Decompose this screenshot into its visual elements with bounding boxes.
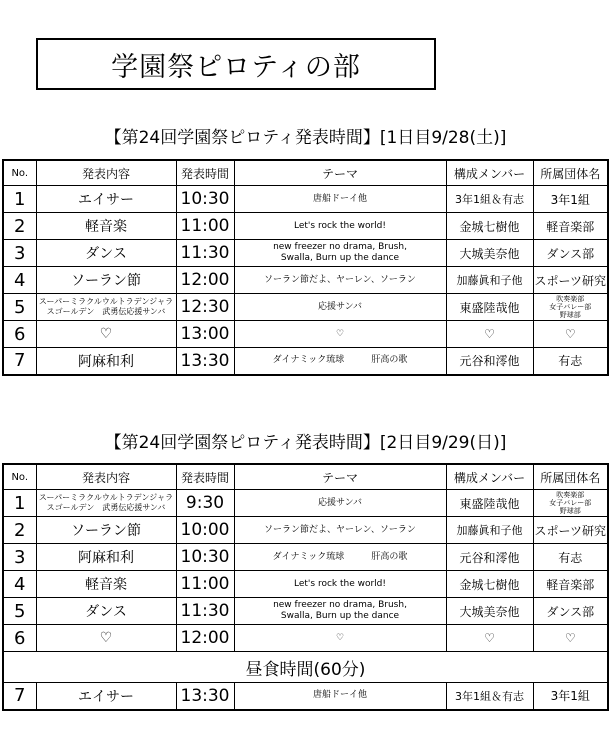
header-group: 所属団体名	[533, 160, 608, 186]
cell-theme: Let's rock the world!	[234, 213, 446, 240]
lunch-row	[3, 652, 608, 683]
cell-members: 金城七樹他	[446, 213, 533, 240]
cell-theme: ダイナミック琉球 肝高の歌	[234, 544, 446, 571]
cell-group: ♡	[533, 625, 608, 652]
table-header-row	[3, 160, 608, 186]
cell-no: 2	[3, 213, 36, 240]
table-row	[3, 186, 608, 213]
cell-time: 13:30	[176, 683, 234, 710]
table-row	[3, 625, 608, 652]
cell-content: スーパーミラクルウルトラデンジャラ スゴールデン 武勇伝応援サンバ	[36, 294, 176, 321]
header-members: 構成メンバー	[446, 464, 533, 490]
cell-time: 12:00	[176, 267, 234, 294]
cell-content: エイサー	[36, 186, 176, 213]
cell-content: ♡	[36, 321, 176, 348]
cell-members: 大城美奈他	[446, 240, 533, 267]
table-row	[3, 598, 608, 625]
cell-no: 5	[3, 598, 36, 625]
cell-members: 金城七樹他	[446, 571, 533, 598]
table-row	[3, 294, 608, 321]
cell-group: スポーツ研究	[533, 517, 608, 544]
table-row	[3, 571, 608, 598]
cell-theme: 応援サンバ	[234, 490, 446, 517]
cell-no: 6	[3, 625, 36, 652]
cell-content: スーパーミラクルウルトラデンジャラ スゴールデン 武勇伝応援サンバ	[36, 490, 176, 517]
cell-theme: 唐船ドーイ他	[234, 186, 446, 213]
header-theme: テーマ	[234, 464, 446, 490]
header-time: 発表時間	[176, 464, 234, 490]
cell-group: 有志	[533, 348, 608, 375]
cell-theme: new freezer no drama, Brush, Swalla, Burn up the dance	[234, 240, 446, 267]
day2-schedule-table	[2, 463, 609, 711]
cell-members: 3年1組＆有志	[446, 186, 533, 213]
cell-content: ソーラン節	[36, 517, 176, 544]
cell-group: スポーツ研究	[533, 267, 608, 294]
cell-group: 軽音楽部	[533, 571, 608, 598]
cell-theme: ♡	[234, 321, 446, 348]
table-row	[3, 490, 608, 517]
cell-theme: Let's rock the world!	[234, 571, 446, 598]
cell-time: 10:30	[176, 186, 234, 213]
cell-group: ♡	[533, 321, 608, 348]
cell-members: ♡	[446, 321, 533, 348]
cell-content: エイサー	[36, 683, 176, 710]
cell-no: 2	[3, 517, 36, 544]
cell-time: 13:30	[176, 348, 234, 375]
day1-schedule-table	[2, 159, 609, 376]
cell-group: 3年1組	[533, 186, 608, 213]
cell-no: 1	[3, 490, 36, 517]
cell-members: 東盛陸哉他	[446, 490, 533, 517]
day1-heading: 【第24回学園祭ピロティ発表時間】[1日目9/28(土)]	[104, 128, 507, 148]
cell-content: ♡	[36, 625, 176, 652]
cell-members: 加藤眞和子他	[446, 517, 533, 544]
header-theme: テーマ	[234, 160, 446, 186]
cell-group: 吹奏楽部 女子バレー部 野球部	[533, 294, 608, 321]
cell-theme: ソーラン節だよ、ヤーレン、ソーラン	[234, 517, 446, 544]
header-members: 構成メンバー	[446, 160, 533, 186]
cell-time: 11:00	[176, 213, 234, 240]
cell-time: 9:30	[176, 490, 234, 517]
cell-content: ソーラン節	[36, 267, 176, 294]
cell-theme: 応援サンバ	[234, 294, 446, 321]
cell-members: 元谷和澪他	[446, 544, 533, 571]
table-row	[3, 321, 608, 348]
cell-time: 11:30	[176, 598, 234, 625]
cell-time: 11:00	[176, 571, 234, 598]
cell-no: 3	[3, 544, 36, 571]
cell-members: 3年1組＆有志	[446, 683, 533, 710]
cell-no: 7	[3, 348, 36, 375]
table-row	[3, 683, 608, 710]
header-content: 発表内容	[36, 464, 176, 490]
cell-theme: new freezer no drama, Brush, Swalla, Burn up the dance	[234, 598, 446, 625]
cell-theme: ダイナミック琉球 肝高の歌	[234, 348, 446, 375]
cell-members: 元谷和澪他	[446, 348, 533, 375]
cell-no: 4	[3, 267, 36, 294]
cell-time: 10:00	[176, 517, 234, 544]
table-row	[3, 267, 608, 294]
cell-no: 7	[3, 683, 36, 710]
cell-group: 軽音楽部	[533, 213, 608, 240]
cell-no: 4	[3, 571, 36, 598]
cell-no: 3	[3, 240, 36, 267]
cell-content: 軽音楽	[36, 571, 176, 598]
day2-heading: 【第24回学園祭ピロティ発表時間】[2日目9/29(日)]	[104, 433, 507, 453]
cell-content: ダンス	[36, 598, 176, 625]
cell-group: 有志	[533, 544, 608, 571]
header-content: 発表内容	[36, 160, 176, 186]
header-no: No.	[3, 464, 36, 490]
table-header-row	[3, 464, 608, 490]
cell-group: 吹奏楽部 女子バレー部 野球部	[533, 490, 608, 517]
page-title: 学園祭ピロティの部	[36, 38, 436, 90]
cell-time: 12:00	[176, 625, 234, 652]
cell-members: 加藤眞和子他	[446, 267, 533, 294]
table-row	[3, 348, 608, 375]
table-row	[3, 240, 608, 267]
header-no: No.	[3, 160, 36, 186]
header-group: 所属団体名	[533, 464, 608, 490]
cell-theme: 唐船ドーイ他	[234, 683, 446, 710]
header-time: 発表時間	[176, 160, 234, 186]
cell-no: 6	[3, 321, 36, 348]
cell-no: 5	[3, 294, 36, 321]
cell-no: 1	[3, 186, 36, 213]
cell-group: ダンス部	[533, 240, 608, 267]
cell-members: ♡	[446, 625, 533, 652]
cell-time: 13:00	[176, 321, 234, 348]
cell-group: 3年1組	[533, 683, 608, 710]
cell-content: 阿麻和利	[36, 544, 176, 571]
cell-group: ダンス部	[533, 598, 608, 625]
cell-content: ダンス	[36, 240, 176, 267]
cell-time: 11:30	[176, 240, 234, 267]
cell-time: 10:30	[176, 544, 234, 571]
lunch-break-label: 昼食時間(60分)	[3, 652, 608, 683]
cell-time: 12:30	[176, 294, 234, 321]
table-row	[3, 213, 608, 240]
cell-theme: ソーラン節だよ、ヤーレン、ソーラン	[234, 267, 446, 294]
cell-content: 軽音楽	[36, 213, 176, 240]
cell-content: 阿麻和利	[36, 348, 176, 375]
cell-members: 東盛陸哉他	[446, 294, 533, 321]
table-row	[3, 517, 608, 544]
cell-theme: ♡	[234, 625, 446, 652]
cell-members: 大城美奈他	[446, 598, 533, 625]
table-row	[3, 544, 608, 571]
